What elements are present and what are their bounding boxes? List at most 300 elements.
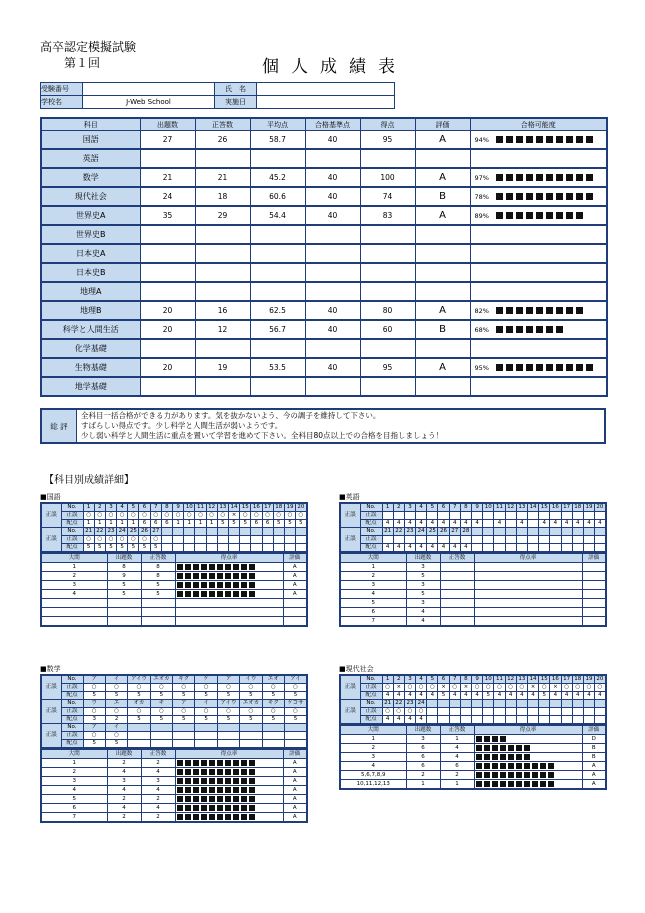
answer-mark-row	[41, 732, 307, 740]
answer-mark	[416, 512, 427, 520]
answer-mark: ○	[105, 732, 127, 740]
probability-square	[506, 212, 513, 219]
section-rate	[474, 753, 582, 762]
rate-square	[201, 778, 207, 784]
answer-points: 1	[195, 520, 206, 528]
question-count	[140, 339, 195, 358]
correct-label: 正誤	[360, 684, 382, 692]
answer-mark: ○	[240, 708, 262, 716]
answer-points: 4	[449, 544, 460, 553]
probability-square	[546, 136, 553, 143]
answer-mark	[472, 536, 483, 544]
answer-points: 5	[285, 716, 307, 724]
answer-points: 1	[94, 520, 105, 528]
correct-label: 正誤	[61, 708, 83, 716]
probability-square	[546, 174, 553, 181]
section-eval	[283, 599, 307, 608]
answer-points	[550, 544, 561, 553]
rate-square	[185, 796, 191, 802]
section-rate	[175, 572, 283, 581]
answer-points: 4	[527, 692, 538, 700]
rate-square	[516, 754, 522, 760]
rate-square	[201, 573, 207, 579]
detail-subject-name: ■現代社会	[339, 665, 374, 673]
probability-square	[496, 212, 503, 219]
answer-points: 4	[460, 692, 471, 700]
rate-square	[249, 796, 255, 802]
answer-mark: ○	[516, 684, 527, 692]
answer-mark: ○	[83, 708, 105, 716]
rate-square	[185, 769, 191, 775]
section-row	[41, 563, 307, 572]
rate-square	[209, 814, 215, 820]
pass-line	[305, 149, 360, 168]
section-rate	[474, 608, 582, 617]
rate-square	[193, 787, 199, 793]
question-no	[460, 700, 471, 708]
section-correct: 4	[141, 786, 175, 795]
section-correct: 1	[440, 735, 474, 744]
question-no	[472, 700, 483, 708]
section-questions: 2	[107, 759, 141, 768]
question-no: 26	[139, 528, 150, 536]
comment-text	[77, 409, 606, 443]
score: 100	[360, 168, 415, 187]
rate-square	[241, 769, 247, 775]
points-label: 配点	[360, 544, 382, 553]
no-label: No.	[61, 503, 83, 512]
answer-points: 5	[217, 692, 239, 700]
rate-square	[201, 814, 207, 820]
question-no	[273, 528, 284, 536]
question-no: 2	[393, 503, 404, 512]
date-label: 実施日	[215, 96, 257, 109]
pass-line: 40	[305, 206, 360, 225]
average-score: 56.7	[250, 320, 305, 339]
probability-square	[536, 136, 543, 143]
rate-square	[524, 754, 530, 760]
answer-points: 1	[105, 520, 116, 528]
evaluation	[415, 225, 470, 244]
question-no: 19	[583, 503, 594, 512]
answer-points: 5	[195, 692, 217, 700]
question-no: 25	[128, 528, 139, 536]
answer-mark	[382, 536, 393, 544]
answer-points	[184, 544, 195, 553]
section-row	[340, 581, 606, 590]
evaluation: A	[415, 131, 470, 150]
section-eval: A	[283, 563, 307, 572]
answer-points	[472, 544, 483, 553]
answer-points: 4	[550, 520, 561, 528]
section-rate	[175, 804, 283, 813]
probability-square	[576, 364, 583, 371]
section-questions: 8	[107, 563, 141, 572]
question-no: 19	[284, 503, 295, 512]
section-eval	[582, 599, 606, 608]
answer-points	[527, 544, 538, 553]
answer-points: 4	[416, 716, 427, 725]
probability-bar	[471, 264, 607, 281]
answer-mark: ○	[217, 512, 228, 520]
question-no: エ	[105, 700, 127, 708]
section-questions: 4	[406, 617, 440, 627]
answer-mark	[404, 536, 415, 544]
answer-mark	[550, 512, 561, 520]
evaluation	[415, 339, 470, 358]
probability-square	[586, 364, 593, 371]
average-score	[250, 339, 305, 358]
answer-mark	[240, 732, 262, 740]
column-header: 出題数	[140, 118, 195, 131]
score	[360, 149, 415, 168]
rate-square	[209, 787, 215, 793]
answer-points: 4	[449, 520, 460, 528]
answer-no-row	[41, 724, 307, 732]
question-no	[161, 528, 172, 536]
probability-bar	[471, 359, 607, 376]
section-results	[40, 749, 308, 823]
question-no	[516, 528, 527, 536]
rate-square	[177, 573, 183, 579]
section-header	[41, 554, 307, 563]
answer-points	[206, 544, 217, 553]
section-correct: 5	[141, 581, 175, 590]
probability-bar	[471, 188, 607, 205]
rate-square	[233, 573, 239, 579]
rate-square	[193, 591, 199, 597]
answer-mark	[427, 708, 438, 716]
pass-line	[305, 263, 360, 282]
question-no	[572, 700, 583, 708]
question-count: 27	[140, 131, 195, 150]
section-column: 得点率	[175, 750, 283, 759]
rate-square	[241, 805, 247, 811]
answer-mark	[195, 536, 206, 544]
section-results	[339, 725, 607, 790]
exam-no-label: 受験番号	[41, 83, 83, 96]
answer-points: 5	[128, 692, 150, 700]
section-correct: 3	[141, 777, 175, 786]
subject-name: 数学	[41, 168, 140, 187]
answer-mark-row	[41, 536, 307, 544]
question-no: 20	[595, 503, 606, 512]
answer-mark: ○	[583, 684, 594, 692]
rate-square	[249, 805, 255, 811]
rate-square	[484, 736, 490, 742]
probability-square	[496, 307, 503, 314]
rate-square	[241, 787, 247, 793]
subject-name: 世界史A	[41, 206, 140, 225]
rate-square	[249, 591, 255, 597]
rate-square	[225, 787, 231, 793]
answer-mark: ×	[460, 684, 471, 692]
answer-row-label: 正誤	[41, 675, 61, 700]
correct-label: 正誤	[360, 512, 382, 520]
question-no: アイウ	[217, 700, 239, 708]
question-no: 18	[273, 503, 284, 512]
rate-square	[540, 772, 546, 778]
section-results	[339, 553, 607, 627]
column-header: 合格基準点	[305, 118, 360, 131]
answer-points	[516, 544, 527, 553]
probability-square	[506, 136, 513, 143]
answer-points: 4	[516, 692, 527, 700]
question-no: ケ	[195, 675, 217, 684]
rate-square	[492, 781, 498, 787]
section-eval: B	[582, 744, 606, 753]
answer-mark: ○	[139, 536, 150, 544]
answer-mark: ○	[483, 684, 494, 692]
rate-square	[201, 582, 207, 588]
points-label: 配点	[360, 692, 382, 700]
answer-mark: ×	[393, 684, 404, 692]
answer-mark	[527, 512, 538, 520]
answer-points	[539, 716, 550, 725]
score: 60	[360, 320, 415, 339]
answer-mark	[438, 708, 449, 716]
question-no: 18	[572, 675, 583, 684]
question-no: 3	[404, 503, 415, 512]
section-column: 出題数	[406, 726, 440, 735]
question-count: 21	[140, 168, 195, 187]
question-no: キク	[173, 675, 195, 684]
rate-square	[209, 582, 215, 588]
question-no	[262, 724, 284, 732]
answer-mark: ○	[161, 512, 172, 520]
answer-points: 4	[404, 692, 415, 700]
average-score: 62.5	[250, 301, 305, 320]
question-no: 22	[393, 700, 404, 708]
section-row	[340, 753, 606, 762]
rate-square	[185, 564, 191, 570]
pass-probability	[470, 301, 607, 320]
rate-square	[476, 772, 482, 778]
section-correct	[440, 599, 474, 608]
question-no: 10	[184, 503, 195, 512]
probability-square	[556, 307, 563, 314]
rate-square	[177, 591, 183, 597]
section-questions: 5	[406, 572, 440, 581]
answer-points: 5	[173, 692, 195, 700]
probability-square	[506, 193, 513, 200]
subject-name: 化学基礎	[41, 339, 140, 358]
rate-square	[185, 582, 191, 588]
detail-panel	[40, 492, 306, 627]
subject-name: 現代社会	[41, 187, 140, 206]
correct-count: 16	[195, 301, 250, 320]
section-questions: 3	[406, 735, 440, 744]
answer-points: 5	[83, 740, 105, 749]
rate-square	[217, 796, 223, 802]
answer-mark	[527, 708, 538, 716]
answer-points: 4	[393, 544, 404, 553]
section-row	[340, 744, 606, 753]
question-no: 6	[438, 675, 449, 684]
subject-name: 地理B	[41, 301, 140, 320]
section-correct	[141, 599, 175, 608]
probability-square	[556, 174, 563, 181]
answer-points: 4	[382, 520, 393, 528]
section-no: 2	[41, 768, 107, 777]
question-no: 14	[527, 675, 538, 684]
answer-no-row	[340, 700, 606, 708]
answer-points: 4	[449, 692, 460, 700]
answer-points: 5	[173, 716, 195, 724]
answer-points: 4	[583, 520, 594, 528]
no-label: No.	[360, 528, 382, 536]
subject-name: 地理A	[41, 282, 140, 301]
answer-mark: ○	[262, 708, 284, 716]
answer-points: 1	[83, 520, 94, 528]
question-no: オカ	[128, 700, 150, 708]
section-rate	[175, 777, 283, 786]
section-correct	[141, 608, 175, 617]
question-no: 1	[382, 503, 393, 512]
rate-square	[209, 573, 215, 579]
question-no: 24	[117, 528, 128, 536]
answer-points: 5	[217, 716, 239, 724]
rate-square	[508, 781, 514, 787]
answer-mark	[494, 512, 505, 520]
answer-mark: ○	[285, 708, 307, 716]
question-no	[438, 700, 449, 708]
rate-square	[516, 772, 522, 778]
probability-percent: 78%	[474, 192, 489, 201]
question-no: 20	[296, 503, 307, 512]
answer-mark: ○	[173, 708, 195, 716]
rate-square	[484, 745, 490, 751]
rate-square	[540, 781, 546, 787]
answer-mark	[494, 536, 505, 544]
answer-mark	[572, 512, 583, 520]
probability-square	[546, 307, 553, 314]
section-no: 1	[340, 735, 406, 744]
column-header: 正答数	[195, 118, 250, 131]
section-column: 評価	[283, 554, 307, 563]
pass-line	[305, 282, 360, 301]
answer-points: 4	[393, 716, 404, 725]
answer-mark	[217, 732, 239, 740]
answer-mark	[561, 708, 572, 716]
rate-square	[193, 760, 199, 766]
section-rate	[175, 813, 283, 823]
pass-probability	[470, 206, 607, 225]
probability-bar	[471, 283, 607, 300]
answer-mark-row	[340, 536, 606, 544]
points-label: 配点	[61, 692, 83, 700]
section-row	[340, 608, 606, 617]
detail-section-title: 【科目別成績詳細】	[44, 475, 134, 486]
rate-square	[500, 781, 506, 787]
question-no: 17	[561, 675, 572, 684]
comment-line: すばらしい得点です。少し科学と人間生活が弱いようです。	[81, 421, 283, 430]
answer-points	[427, 716, 438, 725]
answer-mark: ○	[173, 512, 184, 520]
section-row	[340, 780, 606, 790]
question-no: 4	[117, 503, 128, 512]
score: 80	[360, 301, 415, 320]
question-no: 23	[404, 528, 415, 536]
question-no: 4	[416, 675, 427, 684]
section-rate	[175, 617, 283, 627]
answer-row-label: 正誤	[41, 503, 61, 528]
answer-points: 5	[284, 520, 295, 528]
question-count	[140, 377, 195, 396]
section-eval: A	[283, 786, 307, 795]
answer-points: 4	[460, 544, 471, 553]
question-no	[472, 528, 483, 536]
answer-mark: ○	[416, 684, 427, 692]
question-no: 9	[173, 503, 184, 512]
evaluation: B	[415, 320, 470, 339]
answer-points: 5	[139, 544, 150, 553]
answer-points: 4	[416, 520, 427, 528]
answer-points	[483, 544, 494, 553]
average-score: 58.7	[250, 131, 305, 150]
answer-mark: ○	[184, 512, 195, 520]
answer-mark	[285, 732, 307, 740]
rate-square	[209, 564, 215, 570]
section-rate	[175, 795, 283, 804]
evaluation	[415, 244, 470, 263]
answer-points: 4	[494, 520, 505, 528]
section-header	[340, 554, 606, 563]
pass-line	[305, 244, 360, 263]
comment-line: 少し弱い科学と人間生活に重点を置いて学習を進めて下さい。全科目80点以上での合格を目指しましょう！	[81, 431, 444, 440]
section-questions: 5	[107, 590, 141, 599]
section-no: 2	[340, 572, 406, 581]
rate-square	[532, 763, 538, 769]
question-no: エオカ	[150, 675, 172, 684]
question-no: イウ	[240, 675, 262, 684]
question-no: 24	[416, 528, 427, 536]
question-no	[483, 528, 494, 536]
pass-probability	[470, 187, 607, 206]
rate-square	[508, 763, 514, 769]
answer-points: 6	[139, 520, 150, 528]
probability-square	[496, 174, 503, 181]
rate-square	[241, 573, 247, 579]
section-eval: A	[582, 771, 606, 780]
rate-square	[532, 772, 538, 778]
answer-points	[561, 544, 572, 553]
answer-mark: ○	[472, 684, 483, 692]
section-eval: A	[283, 795, 307, 804]
section-no	[41, 617, 107, 627]
section-no: 1	[340, 563, 406, 572]
rate-square	[476, 745, 482, 751]
question-no: 11	[494, 503, 505, 512]
rate-square	[516, 781, 522, 787]
evaluation	[415, 377, 470, 396]
answer-points: 4	[393, 520, 404, 528]
question-no: 10	[483, 503, 494, 512]
section-correct	[440, 590, 474, 599]
question-no	[206, 528, 217, 536]
probability-percent: 82%	[474, 306, 489, 315]
answer-mark	[150, 732, 172, 740]
answer-no-row	[340, 675, 606, 684]
section-rate	[474, 744, 582, 753]
section-row	[41, 608, 307, 617]
rate-square	[524, 745, 530, 751]
answer-row-label: 正誤	[41, 700, 61, 724]
subject-row	[41, 168, 607, 187]
rate-square	[217, 778, 223, 784]
pass-line: 40	[305, 301, 360, 320]
answer-points	[583, 716, 594, 725]
